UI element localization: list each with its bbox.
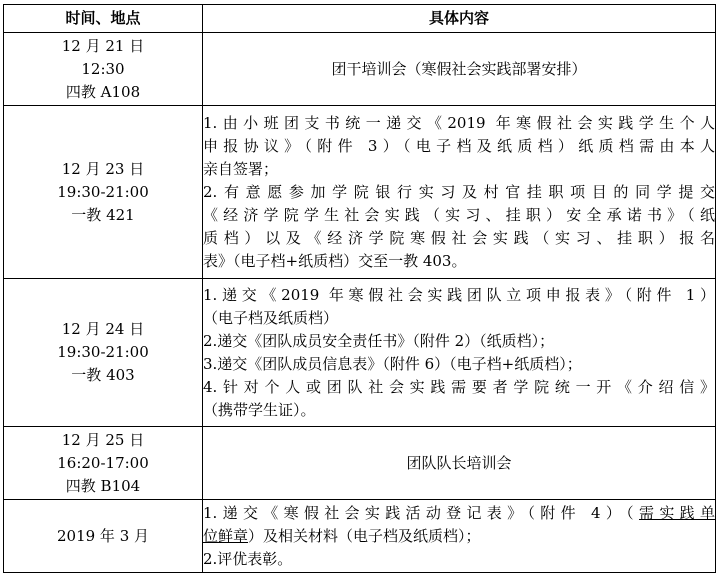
content-line: 2.递交《团队成员安全责任书》（附件 2）（纸质档）； xyxy=(203,331,555,350)
table-row xyxy=(4,33,716,106)
location: 一教 403 xyxy=(71,366,135,384)
content-line: 4.针对个人或团队社会实践需要者学院统一开《介绍信》 xyxy=(203,377,715,396)
table-row xyxy=(4,106,716,279)
location: 四教 A108 xyxy=(65,82,141,101)
underlined-text: 需实践单 xyxy=(639,503,715,522)
content-line: （携带学生证）。 xyxy=(203,400,316,419)
schedule-table xyxy=(3,4,716,573)
content-cell xyxy=(203,279,716,427)
time: 12:30 xyxy=(81,59,125,78)
content-line: 表》（电子档+纸质档）交至一教 403。 xyxy=(203,251,467,270)
date: 12 月 23 日 xyxy=(61,159,145,178)
header-content: 具体内容 xyxy=(203,5,716,33)
content-cell xyxy=(203,500,716,573)
time-location-cell xyxy=(4,106,203,279)
time: 19:30-21:00 xyxy=(57,182,149,201)
time-location-cell xyxy=(4,500,203,573)
content-line: 团干培训会（寒假社会实践部署安排） xyxy=(331,59,587,78)
date: 12 月 21 日 xyxy=(61,36,145,55)
content-cell xyxy=(203,427,716,500)
table-header-row xyxy=(4,5,716,33)
date: 2019 年 3 月 xyxy=(56,526,150,545)
date: 12 月 25 日 xyxy=(61,430,145,449)
date: 12 月 24 日 xyxy=(61,320,145,338)
header-time-location: 时间、地点 xyxy=(4,5,203,33)
time-location-cell xyxy=(4,279,203,427)
table-row xyxy=(4,500,716,573)
content-line: 2.评优表彰。 xyxy=(203,549,293,568)
content-cell xyxy=(203,33,716,106)
content-line: 申报协议》（附件 3）（电子档及纸质档）纸质档需由本人 xyxy=(203,136,715,155)
content-cell xyxy=(203,106,716,279)
content-text: 1.递交《寒假社会实践活动登记表》（附件 4）（ xyxy=(203,503,640,522)
content-line: 团队队长培训会 xyxy=(406,453,512,472)
content-line xyxy=(203,502,715,525)
time: 16:20-17:00 xyxy=(57,453,149,472)
location: 一教 421 xyxy=(71,205,135,224)
table-row xyxy=(4,279,716,427)
content-line: 亲自签署； xyxy=(203,159,279,178)
table-row xyxy=(4,427,716,500)
content-line: （电子档及纸质档） xyxy=(203,308,339,327)
underlined-text: 位鲜章 xyxy=(203,526,249,545)
time-location-cell xyxy=(4,427,203,500)
content-line: 1.由小班团支书统一递交《2019 年寒假社会实践学生个人 xyxy=(203,113,715,132)
content-text: ）及相关材料（电子档及纸质档）； xyxy=(248,526,481,545)
content-line: 2.有意愿参加学院银行实习及村官挂职项目的同学提交 xyxy=(203,182,715,201)
content-line: 1.递交《2019 年寒假社会实践团队立项申报表》（附件 1） xyxy=(203,285,715,304)
content-line: 质档）以及《经济学院寒假社会实践（实习、挂职）报名 xyxy=(203,228,715,247)
content-line: 3.递交《团队成员信息表》（附件 6）（电子档+纸质档）； xyxy=(203,354,582,373)
content-line: 《经济学院学生社会实践（实习、挂职）安全承诺书》（纸 xyxy=(203,205,715,224)
time: 19:30-21:00 xyxy=(57,343,149,361)
location: 四教 B104 xyxy=(65,476,141,495)
content-line xyxy=(203,525,715,548)
time-location-cell xyxy=(4,33,203,106)
